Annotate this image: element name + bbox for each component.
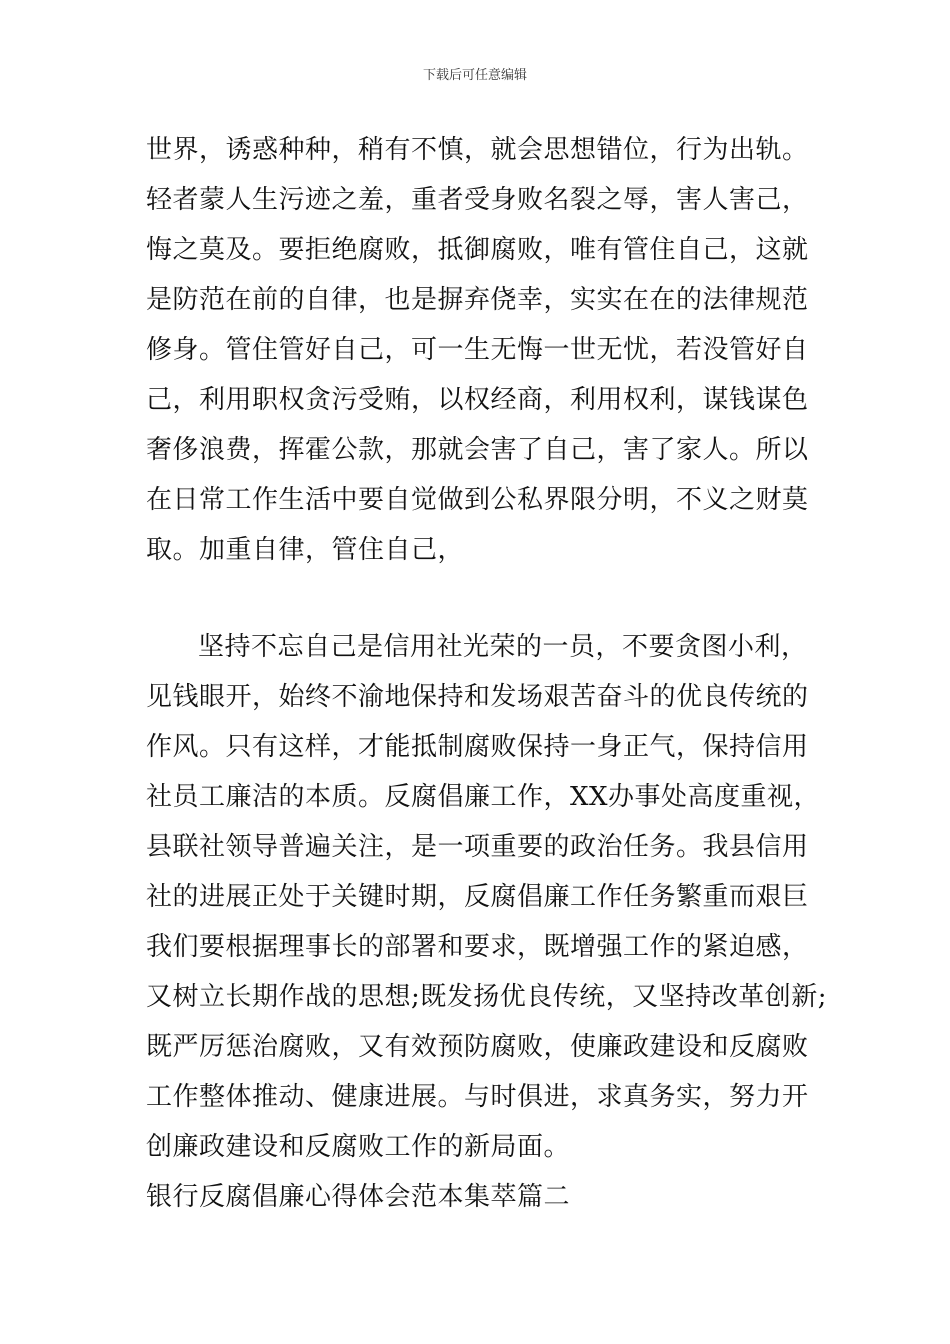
paragraph-1-line: 在日常工作生活中要自觉做到公私界限分明，不义之财莫 <box>146 485 809 515</box>
paragraph-2-line: 社员工廉洁的本质。反腐倡廉工作，XX办事处高度重视， <box>146 782 821 812</box>
section-title: 银行反腐倡廉心得体会范本集萃篇二 <box>146 1182 571 1212</box>
paragraph-1-line: 是防范在前的自律，也是摒弃侥幸，实实在在的法律规范 <box>146 285 809 315</box>
paragraph-2-line: 坚持不忘自己是信用社光荣的一员，不要贪图小利， <box>198 632 808 662</box>
paragraph-1-line: 世界，诱惑种种，稍有不慎，就会思想错位，行为出轨。 <box>146 135 809 165</box>
paragraph-1-line: 修身。管住管好自己，可一生无悔一世无忧，若没管好自 <box>146 335 809 365</box>
paragraph-1-line: 奢侈浪费，挥霍公款，那就会害了自己，害了家人。所以 <box>146 435 809 465</box>
paragraph-1-line: 轻者蒙人生污迹之羞，重者受身败名裂之辱，害人害己， <box>146 185 809 215</box>
paragraph-1-line: 悔之莫及。要拒绝腐败，抵御腐败，唯有管住自己，这就 <box>146 235 809 265</box>
paragraph-2-line: 社的进展正处于关键时期，反腐倡廉工作任务繁重而艰巨 <box>146 882 809 912</box>
paragraph-1-line: 取。加重自律，管住自己， <box>146 535 465 565</box>
paragraph-2-line: 见钱眼开，始终不渝地保持和发场艰苦奋斗的优良传统的 <box>146 682 809 712</box>
paragraph-2-line: 创廉政建设和反腐败工作的新局面。 <box>146 1132 571 1162</box>
paragraph-2-line: 县联社领导普遍关注，是一项重要的政治任务。我县信用 <box>146 832 809 862</box>
page-header: 下载后可任意编辑 <box>422 68 527 83</box>
paragraph-2-line: 又树立长期作战的思想;既发扬优良传统，又坚持改革创新; <box>146 982 828 1012</box>
paragraph-2-line: 我们要根据理事长的部署和要求，既增强工作的紧迫感， <box>146 932 809 962</box>
paragraph-2-line: 工作整体推动、健康进展。与时俱进，求真务实，努力开 <box>146 1082 809 1112</box>
paragraph-2-line: 作风。只有这样，才能抵制腐败保持一身正气，保持信用 <box>146 732 809 762</box>
paragraph-1-line: 己，利用职权贪污受贿，以权经商，利用权利，谋钱谋色 <box>146 385 809 415</box>
paragraph-2-line: 既严厉惩治腐败，又有效预防腐败，使廉政建设和反腐败 <box>146 1032 809 1062</box>
